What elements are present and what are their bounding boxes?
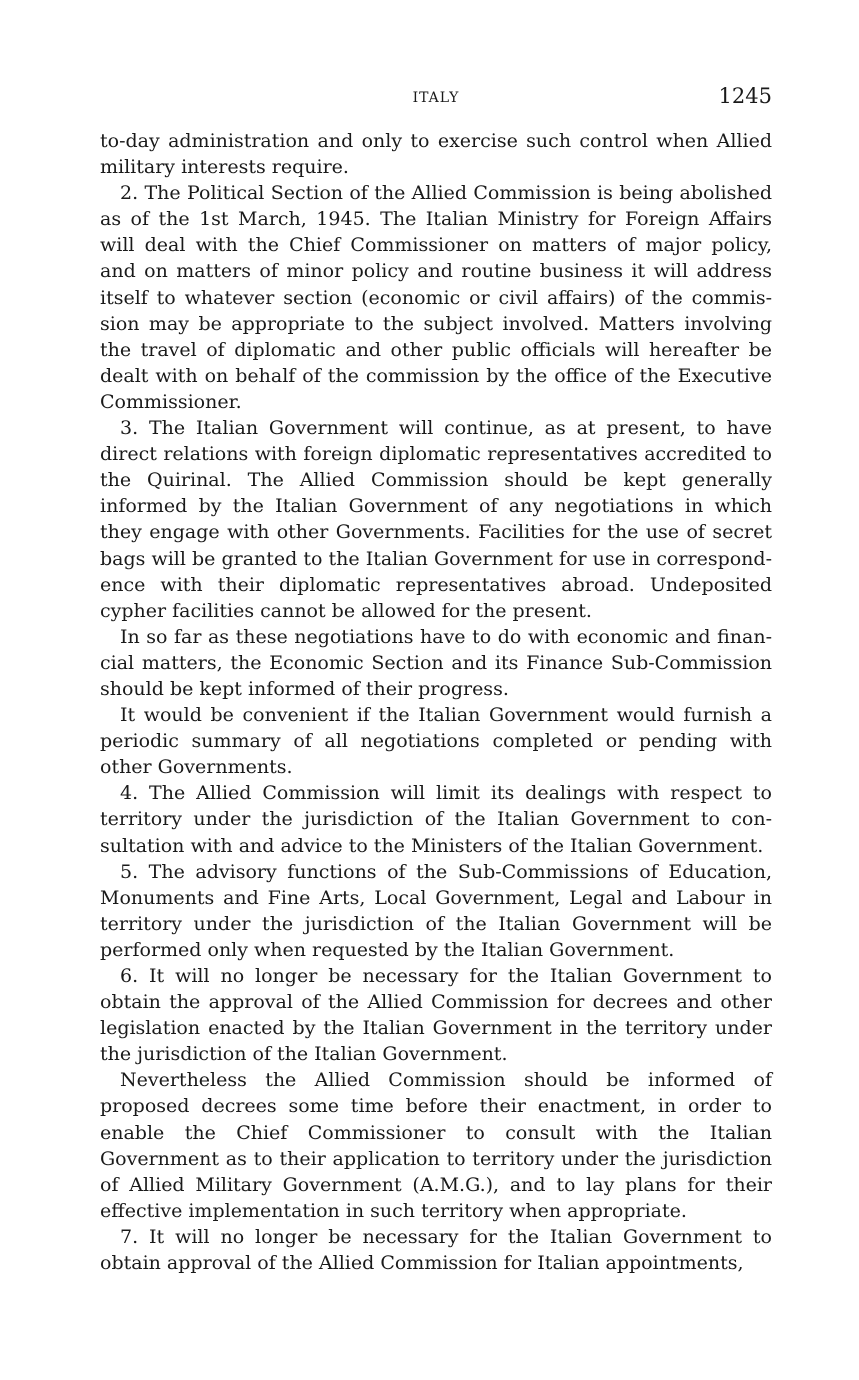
paragraph-3-summary: It would be convenient if the Italian Government would furnish a periodic summary of all negotiations completed or pending with other Governments. xyxy=(100,704,772,779)
paragraph-4: 4. The Allied Commission will limit its dealings with respect to territory under the jurisdiction of the Italian Government to consultation with and advice to the Ministers of the Italian Government. xyxy=(100,782,772,857)
running-title: ITALY xyxy=(412,90,460,106)
paragraph-7: 7. It will no longer be necessary for the Italian Government to obtain approval of the Allied Commission for Italian appointments, xyxy=(100,1225,772,1275)
paragraph-continuation: to-day administration and only to exercise such control when Allied military interests require. xyxy=(100,130,772,179)
paragraph-2: 2. The Political Section of the Allied Commission is being abolished as of the 1st March, 1945. The Italian Ministry for Foreign Affairs will deal with the Chief Commissioner on matters of major policy, and on matters of minor policy and routine business it will address itself to whatever section (economic or civil affairs) of the commission may be appropriate to the subject involved. Matters involving the travel of diplomatic and other public officials will hereafter be dealt with on behalf of the commission by the office of the Executive Commissioner. xyxy=(100,182,772,413)
document-page xyxy=(100,84,772,1276)
paragraph-5: 5. The advisory functions of the Sub-Commissions of Education, Monuments and Fine Arts, Local Government, Legal and Labour in territory under the jurisdiction of the Italian Government will be performed only when requested by the Italian Government. xyxy=(100,860,772,961)
paragraph-3: 3. The Italian Government will continue, as at present, to have direct relations with foreign diplomatic representatives accredited to the Quirinal. The Allied Commission should be kept generally informed by the Italian Government of any negotiations in which they engage with other Governments. Facilities for the use of secret bags will be granted to the Italian Government for use in correspondence with their diplomatic representatives abroad. Undeposited cypher facilities cannot be allowed for the present. xyxy=(100,417,772,622)
paragraph-3-economic: In so far as these negotiations have to do with economic and financial matters, the Economic Section and its Finance Sub-Commission should be kept informed of their progress. xyxy=(100,625,772,700)
body-text xyxy=(100,128,772,1276)
page-number: 1245 xyxy=(718,84,772,108)
paragraph-6-nevertheless: Nevertheless the Allied Commission should be informed of proposed decrees some time before their enactment, in order to enable the Chief Commissioner to consult with the Italian Government as to their application to territory under the jurisdiction of Allied Military Government (A.M.G.), and to lay plans for their effective implementation in such territory when appropriate. xyxy=(100,1069,772,1222)
running-head xyxy=(100,84,772,114)
paragraph-6: 6. It will no longer be necessary for the Italian Government to obtain the approval of the Allied Commission for decrees and other legislation enacted by the Italian Government in the territory under the jurisdiction of the Italian Government. xyxy=(100,965,772,1066)
